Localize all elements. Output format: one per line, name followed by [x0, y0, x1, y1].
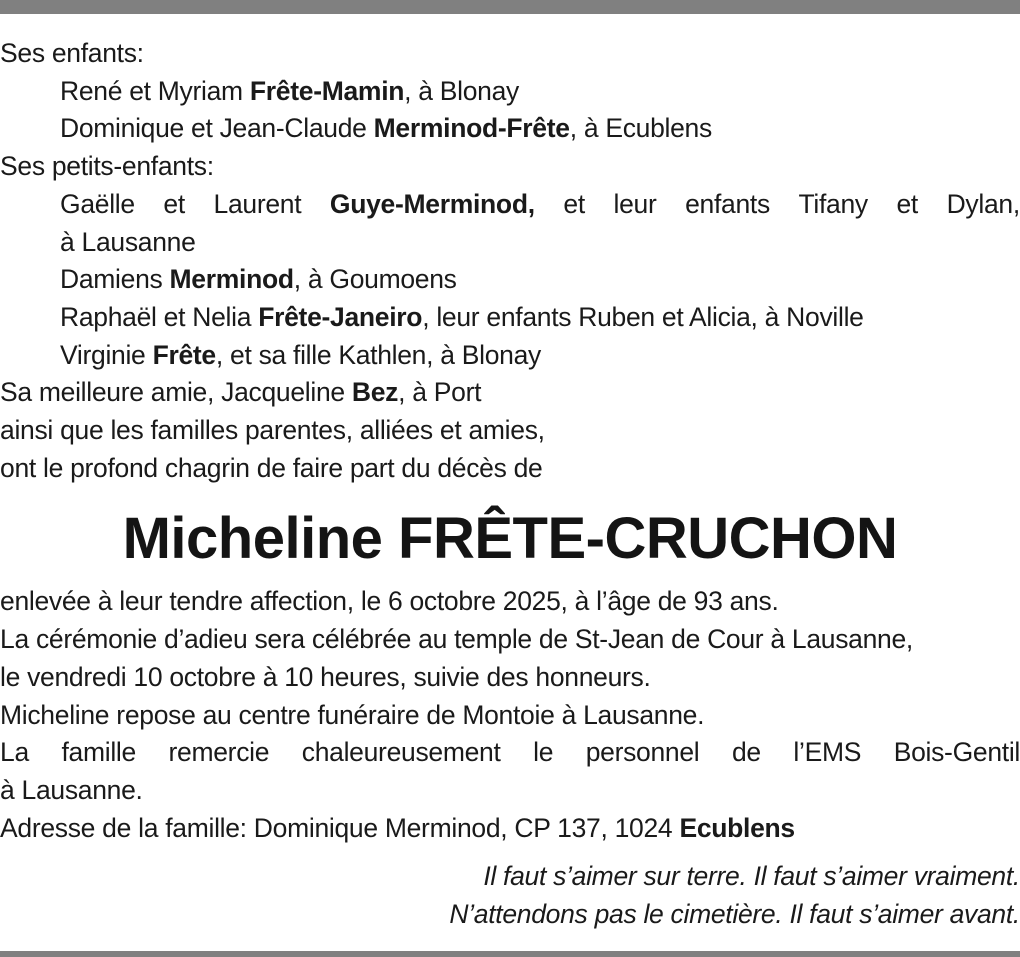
raphael-surname: Frête-Janeiro — [258, 301, 423, 332]
ceremonie-date-line: le vendredi 10 octobre à 10 heures, suivie des honneurs. — [0, 661, 651, 692]
word: La — [0, 737, 29, 768]
petit-enfant-guye-line — [0, 186, 1020, 224]
enfant-1-surname: Frête-Mamin — [249, 75, 405, 106]
raphael-details: , leur enfants Ruben et Alicia, à Noville — [422, 301, 864, 332]
top-rule — [0, 0, 1020, 14]
deceased-name: Micheline FRÊTE-CRUCHON — [122, 506, 898, 572]
enfant-entry-2 — [0, 110, 1020, 148]
obituary-notice — [0, 35, 1020, 934]
remerciement-line — [0, 734, 1020, 772]
raphael-names: Raphaël et Nelia — [60, 301, 259, 332]
remerciement-place: à Lausanne. — [0, 774, 143, 805]
meilleure-amie — [0, 374, 1020, 412]
word: enfants — [685, 188, 770, 219]
virginie-details: , et sa fille Kathlen, à Blonay — [215, 339, 541, 370]
quote-line-2: N’attendons pas le cimetière. Il faut s’aimer avant. — [449, 899, 1020, 930]
petit-enfant-damiens — [0, 261, 1020, 299]
annonce-line: ont le profond chagrin de faire part du décès de — [0, 452, 543, 483]
familles-line: ainsi que les familles parentes, alliées et amies, — [0, 415, 545, 446]
amie-surname: Bez — [351, 377, 399, 408]
enfant-1-names: René et Myriam — [60, 75, 250, 106]
quote-line-1: Il faut s’aimer sur terre. Il faut s’aimer vraiment. — [483, 861, 1020, 892]
damiens-place: , à Goumoens — [293, 264, 457, 295]
word: et — [163, 188, 185, 219]
word: remercie — [168, 737, 270, 768]
petit-enfant-raphael — [0, 299, 1020, 337]
word: de — [731, 737, 761, 768]
enfant-2-names: Dominique et Jean-Claude — [60, 113, 374, 144]
ceremonie-line: La cérémonie d’adieu sera célébrée au temple de St-Jean de Cour à Lausanne, — [0, 624, 913, 655]
adresse-text: Adresse de la famille: Dominique Merminod, CP 137, 1024 — [0, 812, 680, 843]
word: Gaëlle — [60, 188, 135, 219]
word: et — [563, 188, 585, 219]
word: chaleureusement — [301, 737, 501, 768]
bottom-rule — [0, 951, 1020, 957]
word: famille — [61, 737, 136, 768]
petit-enfant-virginie — [0, 337, 1020, 375]
word: le — [533, 737, 554, 768]
enfant-2-surname: Merminod-Frête — [373, 113, 570, 144]
enfant-entry-1 — [0, 73, 1020, 111]
word: l’EMS — [793, 737, 862, 768]
adresse-locality: Ecublens — [679, 812, 795, 843]
word: Tifany — [798, 188, 868, 219]
adresse-famille — [0, 810, 1020, 848]
amie-label: Sa meilleure amie, Jacqueline — [0, 377, 352, 408]
virginie-name: Virginie — [60, 339, 153, 370]
word: Bois-Gentil — [893, 737, 1020, 768]
virginie-surname: Frête — [152, 339, 216, 370]
petits-enfants-heading: Ses petits-enfants: — [0, 151, 214, 182]
damiens-surname: Merminod — [169, 264, 294, 295]
enfant-2-place: , à Ecublens — [569, 113, 712, 144]
enfant-1-place: , à Blonay — [404, 75, 520, 106]
damiens-name: Damiens — [60, 264, 170, 295]
word: personnel — [585, 737, 700, 768]
repose-line: Micheline repose au centre funéraire de Montoie à Lausanne. — [0, 699, 705, 730]
enfants-heading: Ses enfants: — [0, 38, 144, 68]
amie-place: , à Port — [398, 377, 482, 408]
word: leur — [613, 188, 657, 219]
word: Dylan, — [946, 188, 1020, 219]
word-surname: Guye-Merminod, — [329, 188, 535, 219]
word: Laurent — [213, 188, 302, 219]
enlevee-line: enlevée à leur tendre affection, le 6 octobre 2025, à l’âge de 93 ans. — [0, 586, 779, 617]
petit-enfant-guye-place: à Lausanne — [60, 226, 196, 257]
word: et — [896, 188, 918, 219]
